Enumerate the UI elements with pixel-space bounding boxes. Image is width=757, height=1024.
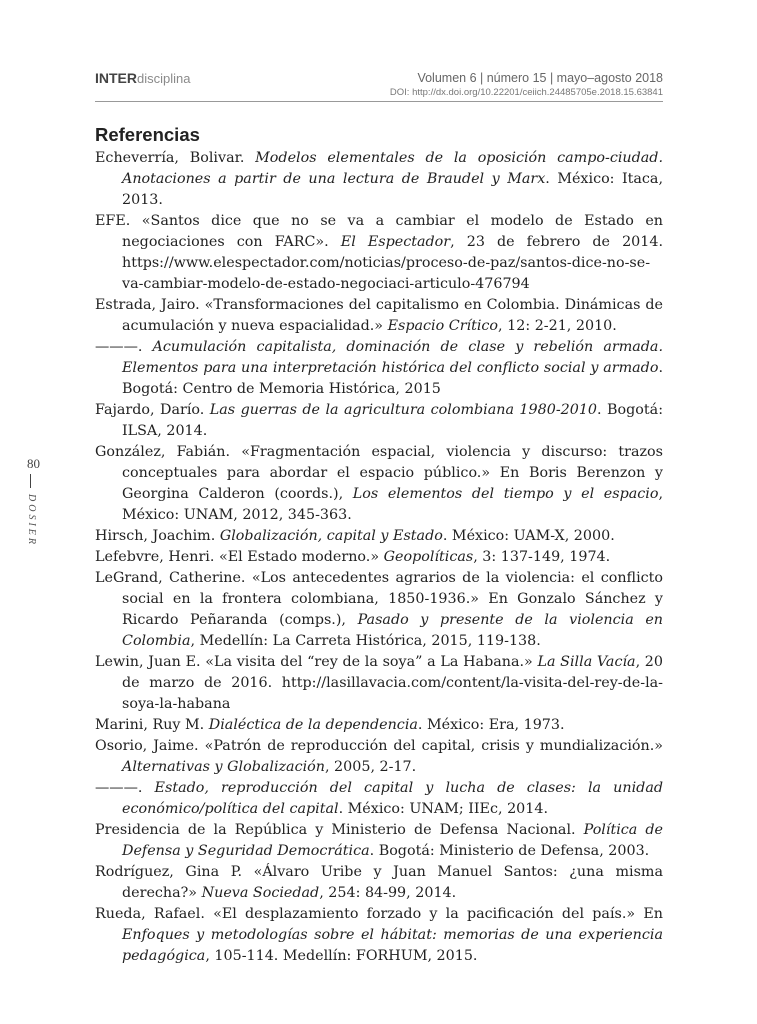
reference-list	[95, 148, 663, 967]
doi-link[interactable]: DOI: http://dx.doi.org/10.22201/ceiich.24485705e.2018.15.63841	[389, 87, 663, 98]
reference-item: ———. Acumulación capitalista, dominación de clase y rebelión armada. Elementos para una interpretación histórica del conflicto social y armado. Bogotá: Centro de Memoria Histórica, 2015	[95, 339, 664, 397]
section-label: DOSIER	[26, 494, 37, 547]
issue-info: Volumen 6 | número 15 | mayo–agosto 2018	[417, 71, 663, 85]
reference-item: Rodríguez, Gina P. «Álvaro Uribe y Juan Manuel Santos: ¿una misma derecha?» Nueva Sociedad, 254: 84-99, 2014.	[95, 864, 663, 901]
reference-item: Fajardo, Darío. Las guerras de la agricultura colombiana 1980-2010. Bogotá: ILSA, 2014.	[95, 402, 664, 439]
reference-item: ———. Estado, reproducción del capital y lucha de clases: la unidad económico/política del capital. México: UNAM; IIEc, 2014.	[95, 780, 663, 817]
reference-item: Osorio, Jaime. «Patrón de reproducción del capital, crisis y mundialización.» Alternativas y Globalización, 2005, 2-17.	[95, 738, 663, 775]
reference-item: Hirsch, Joachim. Globalización, capital y Estado. México: UAM-X, 2000.	[95, 528, 615, 544]
reference-item: Presidencia de la República y Ministerio de Defensa Nacional. Política de Defensa y Seguridad Democrática. Bogotá: Ministerio de Defensa, 2003.	[95, 822, 663, 859]
page-number: 80	[27, 456, 40, 471]
margin-divider	[30, 474, 31, 488]
section-title: Referencias	[95, 124, 200, 145]
reference-item: Lefebvre, Henri. «El Estado moderno.» Geopolíticas, 3: 137-149, 1974.	[95, 549, 611, 565]
reference-item: Marini, Ruy M. Dialéctica de la dependencia. México: Era, 1973.	[95, 717, 565, 733]
reference-item: Echeverría, Bolivar. Modelos elementales de la oposición campo-ciudad. Anotaciones a partir de una lectura de Braudel y Marx. México: Itaca, 2013.	[95, 150, 663, 208]
reference-item: González, Fabián. «Fragmentación espacial, violencia y discurso: trazos conceptuales para abordar el espacio público.» En Boris Berenzon y Georgina Calderon (coords.), Los elementos del tiempo y el espacio, México: UNAM, 2012, 345-363.	[95, 444, 663, 523]
reference-item: LeGrand, Catherine. «Los antecedentes agrarios de la violencia: el conflicto social en la frontera colombiana, 1850-1936.» En Gonzalo Sánchez y Ricardo Peñaranda (comps.), Pasado y presente de la violencia en Colombia, Medellín: La Carreta Histórica, 2015, 119-138.	[95, 570, 663, 649]
journal-logo-light: disciplina	[137, 71, 191, 86]
reference-item: Rueda, Rafael. «El desplazamiento forzado y la pacificación del país.» En Enfoques y metodologías sobre el hábitat: memorias de una experiencia pedagógica, 105-114. Medellín: FORHUM, 2015.	[95, 906, 663, 964]
reference-item: Estrada, Jairo. «Transformaciones del capitalismo en Colombia. Dinámicas de acumulación y nueva espacialidad.» Espacio Crítico, 12: 2-21, 2010.	[95, 297, 663, 334]
journal-logo	[95, 70, 190, 86]
reference-item: Lewin, Juan E. «La visita del “rey de la soya” a La Habana.» La Silla Vacía, 20 de marzo de 2016. http://lasillavacia.com/content/la-visita-del-rey-de-la-soya-la-habana	[95, 654, 663, 712]
journal-logo-bold: INTER	[95, 70, 137, 86]
header-divider	[95, 101, 663, 102]
reference-item: EFE. «Santos dice que no se va a cambiar el modelo de Estado en negociaciones con FARC». El Espectador, 23 de febrero de 2014. https://www.elespectador.com/noticias/proceso-de-paz/santos-dice-no-se-va-cambiar-modelo-de-estado-negociaci-articulo-476794	[95, 213, 663, 292]
